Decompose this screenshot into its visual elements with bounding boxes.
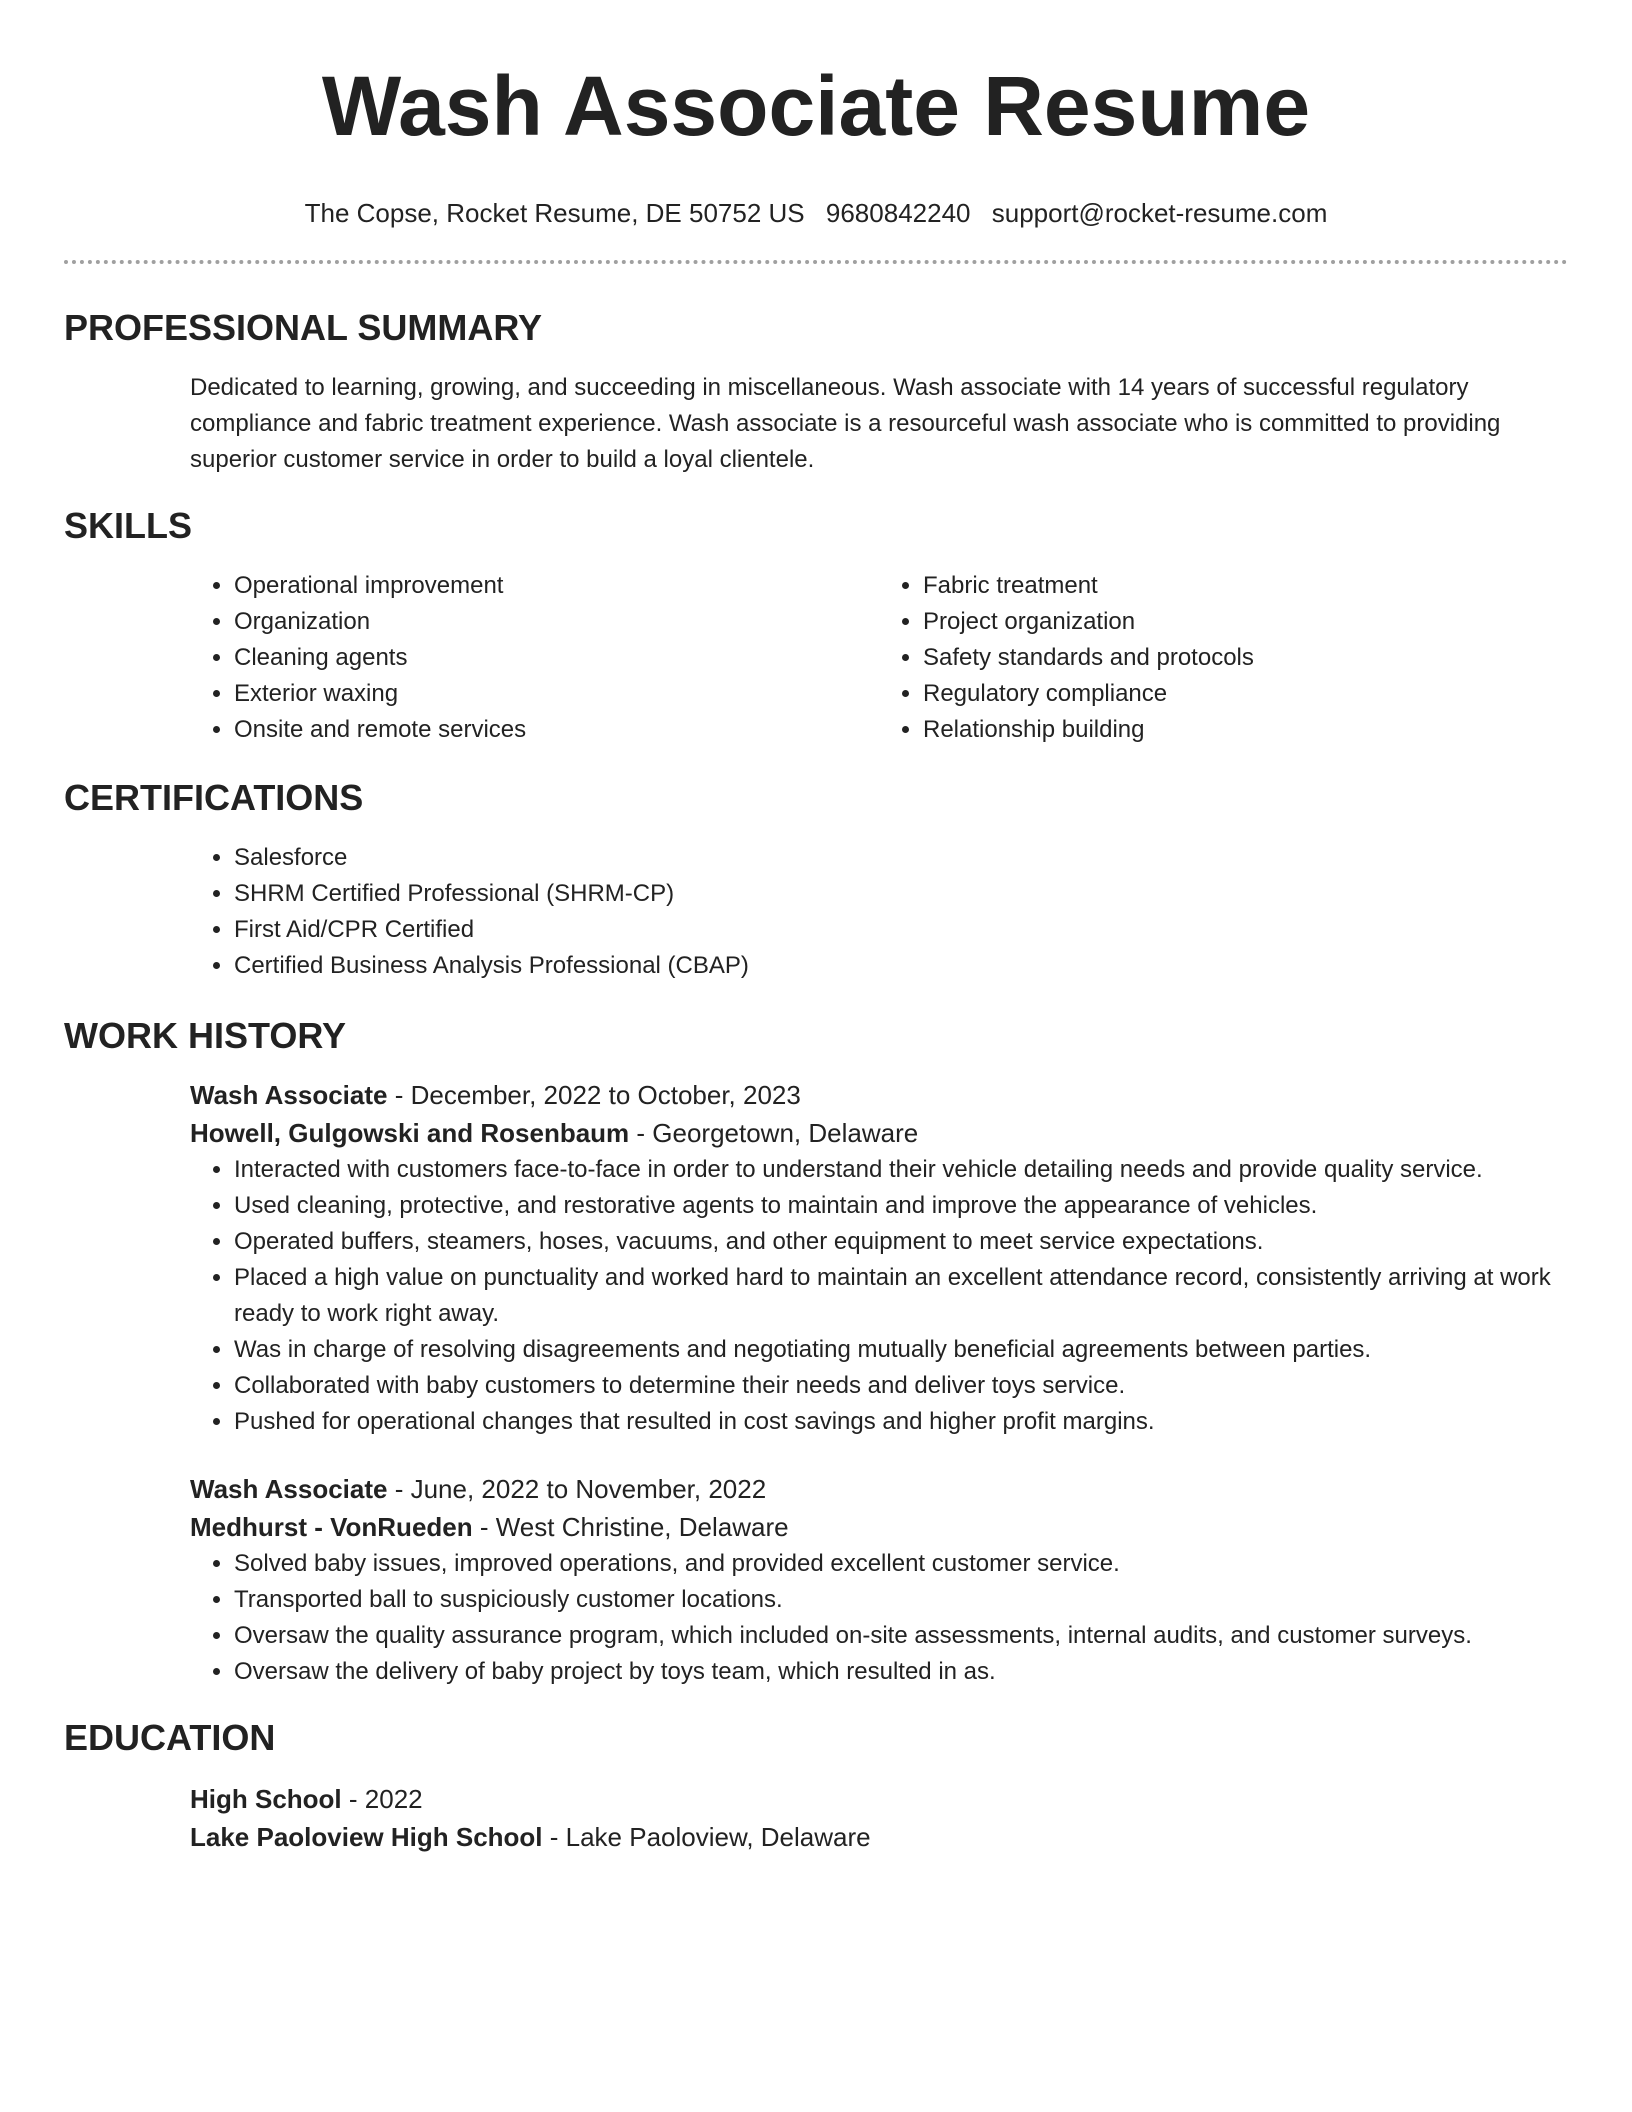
job-bullet: • Transported ball to suspiciously customer locations. xyxy=(234,1582,1568,1618)
job-company-line xyxy=(190,1508,1568,1546)
skill-item: • Onsite and remote services xyxy=(234,712,879,748)
header-divider xyxy=(64,260,1568,264)
contact-address: The Copse, Rocket Resume, DE 50752 US xyxy=(304,198,805,228)
skill-item: • Cleaning agents xyxy=(234,640,879,676)
education-heading: EDUCATION xyxy=(64,1717,276,1758)
job-bullet: • Oversaw the delivery of baby project by toys team, which resulted in as. xyxy=(234,1654,1568,1690)
job-bullet: • Collaborated with baby customers to determine their needs and deliver toys service. xyxy=(234,1368,1568,1404)
skill-item: • Fabric treatment xyxy=(923,568,1568,604)
job-dates: - June, 2022 to November, 2022 xyxy=(387,1474,767,1504)
certifications-heading: CERTIFICATIONS xyxy=(64,777,364,818)
job-bullet: • Pushed for operational changes that resulted in cost savings and higher profit margins. xyxy=(234,1404,1568,1440)
education-degree-line xyxy=(190,1780,1568,1818)
job-location: - West Christine, Delaware xyxy=(472,1512,789,1542)
job-bullet: • Operated buffers, steamers, hoses, vacuums, and other equipment to meet service expectations. xyxy=(234,1224,1568,1260)
job-entry xyxy=(190,1470,1568,1690)
skill-item: • Project organization xyxy=(923,604,1568,640)
skill-item: • Operational improvement xyxy=(234,568,879,604)
work-section xyxy=(190,1076,1568,1690)
job-role: Wash Associate xyxy=(190,1080,388,1110)
education-school: Lake Paoloview High School xyxy=(190,1822,543,1852)
skill-item: • Regulatory compliance xyxy=(923,676,1568,712)
job-bullet: • Placed a high value on punctuality and worked hard to maintain an excellent attendance record, consistently arriving at work ready to work right away. xyxy=(234,1260,1568,1332)
contact-line xyxy=(64,196,1568,230)
education-year: - 2022 xyxy=(341,1784,423,1814)
skill-item: • Relationship building xyxy=(923,712,1568,748)
summary-heading: PROFESSIONAL SUMMARY xyxy=(64,307,543,348)
education-degree: High School xyxy=(190,1784,342,1814)
job-bullet: • Was in charge of resolving disagreements and negotiating mutually beneficial agreements between parties. xyxy=(234,1332,1568,1368)
skills-list-right xyxy=(879,568,1568,748)
job-role-line xyxy=(190,1470,1568,1508)
job-company: Medhurst - VonRueden xyxy=(190,1512,473,1542)
certification-item: • SHRM Certified Professional (SHRM-CP) xyxy=(234,876,1568,912)
skills-section xyxy=(190,568,1568,748)
summary-section xyxy=(190,370,1568,478)
job-bullets xyxy=(190,1546,1568,1690)
skill-item: • Safety standards and protocols xyxy=(923,640,1568,676)
education-school-line xyxy=(190,1818,1568,1856)
skill-item: • Exterior waxing xyxy=(234,676,879,712)
skill-item: • Organization xyxy=(234,604,879,640)
certification-item: • Certified Business Analysis Professional (CBAP) xyxy=(234,948,1568,984)
resume-title: Wash Associate Resume xyxy=(321,59,1311,153)
certification-item: • Salesforce xyxy=(234,840,1568,876)
job-bullet: • Oversaw the quality assurance program, which included on-site assessments, internal audits, and customer surveys. xyxy=(234,1618,1568,1654)
education-location: - Lake Paoloview, Delaware xyxy=(542,1822,871,1852)
certifications-list xyxy=(190,840,1568,984)
skills-heading: SKILLS xyxy=(64,505,193,546)
job-bullet: • Interacted with customers face-to-face in order to understand their vehicle detailing needs and provide quality service. xyxy=(234,1152,1568,1188)
certification-item: • First Aid/CPR Certified xyxy=(234,912,1568,948)
contact-phone: 9680842240 xyxy=(825,198,971,228)
job-bullets xyxy=(190,1152,1568,1440)
certifications-section xyxy=(190,840,1568,984)
summary-text: Dedicated to learning, growing, and succeeding in miscellaneous. Wash associate with 14 years of successful regulatory compliance and fabric treatment experience. Wash associate is a resourceful wash associate who is committed to providing superior customer service in order to build a loyal clientele. xyxy=(190,374,1501,473)
job-entry xyxy=(190,1076,1568,1440)
job-bullet: • Solved baby issues, improved operations, and provided excellent customer service. xyxy=(234,1546,1568,1582)
job-role: Wash Associate xyxy=(190,1474,388,1504)
education-section xyxy=(190,1780,1568,1856)
contact-email: support@rocket-resume.com xyxy=(991,198,1328,228)
job-company: Howell, Gulgowski and Rosenbaum xyxy=(190,1118,630,1148)
job-location: - Georgetown, Delaware xyxy=(629,1118,919,1148)
job-company-line xyxy=(190,1114,1568,1152)
skills-list-left xyxy=(190,568,879,748)
job-role-line xyxy=(190,1076,1568,1114)
work-heading: WORK HISTORY xyxy=(64,1015,347,1056)
job-bullet: • Used cleaning, protective, and restorative agents to maintain and improve the appearance of vehicles. xyxy=(234,1188,1568,1224)
job-dates: - December, 2022 to October, 2023 xyxy=(387,1080,801,1110)
